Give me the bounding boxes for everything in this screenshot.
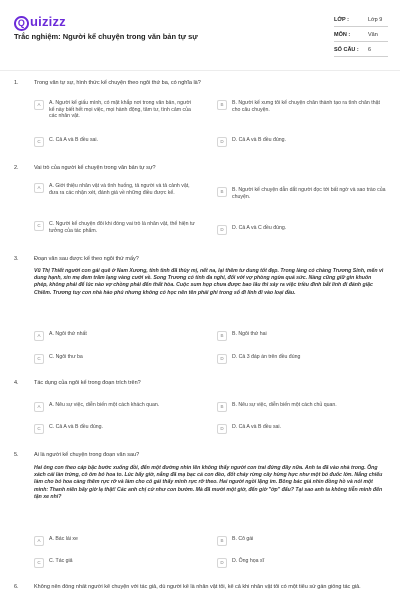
- option-b[interactable]: [217, 187, 387, 200]
- option-letter-box: B: [217, 536, 227, 546]
- option-letter-box: C: [34, 137, 44, 147]
- option-letter-box: D: [217, 424, 227, 434]
- option-letter-box: A: [34, 100, 44, 110]
- option-letter-box: C: [34, 558, 44, 568]
- option-text: D. Cả A và B đều đúng.: [232, 137, 286, 143]
- option-letter-box: B: [217, 100, 227, 110]
- option-text: D. Cả A và C đều đúng.: [232, 225, 287, 231]
- option-letter-box: B: [217, 402, 227, 412]
- option-letter-box: C: [34, 424, 44, 434]
- meta-row-grade: [334, 15, 388, 27]
- option-letter-box: B: [217, 331, 227, 341]
- option-a[interactable]: [34, 183, 196, 196]
- question-number: 5.: [14, 452, 19, 458]
- option-text: A. Người kể giấu mình, có mặt khắp nơi trong văn bản, người kể này biết hết mọi việc, mọi hành động, tâm tư, tình cảm của các nhân vật.: [49, 100, 192, 120]
- option-c[interactable]: [34, 221, 196, 234]
- option-b[interactable]: [217, 536, 387, 546]
- option-text: A. Ngôi thứ nhất: [49, 331, 87, 337]
- logo-text: uizizz: [30, 14, 66, 29]
- option-a[interactable]: [34, 331, 196, 341]
- meta-label: SỐ CÂU :: [334, 47, 359, 53]
- question-number: 2.: [14, 165, 19, 171]
- option-d[interactable]: [217, 225, 387, 235]
- option-d[interactable]: [217, 558, 387, 568]
- question-number: 4.: [14, 380, 19, 386]
- option-text: B. Người kể chuyện dẫn dắt người đọc tới bất ngờ và sao trào của chuyện.: [232, 187, 386, 200]
- question-number: 1.: [14, 80, 19, 86]
- meta-value: 6: [368, 47, 372, 53]
- option-letter-box: A: [34, 183, 44, 193]
- question-1: [14, 80, 388, 160]
- meta-label: MÔN :: [334, 32, 351, 38]
- header-divider: [0, 70, 400, 71]
- option-d[interactable]: [217, 137, 387, 147]
- option-letter-box: A: [34, 536, 44, 546]
- meta-row-subject: [334, 30, 388, 42]
- option-a[interactable]: [34, 536, 196, 546]
- question-4: [14, 380, 388, 440]
- question-text: Ai là người kể chuyện trong đoạn văn sau?: [34, 452, 140, 458]
- meta-value: Văn: [368, 32, 378, 38]
- question-text: Tác dụng của ngôi kể trong đoạn trích trên?: [34, 380, 141, 386]
- option-letter-box: A: [34, 402, 44, 412]
- option-d[interactable]: [217, 424, 387, 434]
- option-c[interactable]: [34, 558, 196, 568]
- option-text: A. Nêu sự việc, diễn biến một cách khách quan.: [49, 402, 160, 408]
- quizizz-logo[interactable]: [14, 14, 66, 31]
- option-letter-box: D: [217, 354, 227, 364]
- meta-value: Lớp 9: [368, 17, 383, 23]
- question-6: [14, 584, 388, 600]
- question-3: [14, 256, 388, 366]
- option-c[interactable]: [34, 137, 196, 147]
- question-text: Đoạn văn sau được kể theo ngôi thứ mấy?: [34, 256, 139, 262]
- option-text: D. Cả 3 đáp án trên đều đúng: [232, 354, 301, 360]
- page-title: Trắc nghiệm: Người kể chuyện trong văn bản tự sự: [14, 32, 198, 41]
- option-text: A. Bác lái xe: [49, 536, 78, 542]
- option-text: C. Tác giả: [49, 558, 73, 564]
- question-2: [14, 165, 388, 245]
- option-letter-box: D: [217, 137, 227, 147]
- option-d[interactable]: [217, 354, 387, 364]
- option-b[interactable]: [217, 402, 387, 412]
- option-text: B. Nêu sự việc, diễn biến một cách chủ quan.: [232, 402, 337, 408]
- option-text: C. Ngôi thư ba: [49, 354, 83, 360]
- meta-label: LỚP :: [334, 17, 349, 23]
- option-b[interactable]: [217, 100, 387, 113]
- option-b[interactable]: [217, 331, 387, 341]
- question-text: Trong văn tự sự, hình thức kể chuyện theo ngôi thứ ba, có nghĩa là?: [34, 80, 201, 86]
- option-text: D. Cả A và B đều sai.: [232, 424, 282, 430]
- option-text: D. Ông họa sĩ: [232, 558, 265, 564]
- option-c[interactable]: [34, 354, 196, 364]
- option-a[interactable]: [34, 402, 196, 412]
- option-letter-box: B: [217, 187, 227, 197]
- meta-info-table: [334, 15, 388, 57]
- meta-row-count: [334, 45, 388, 57]
- logo-q-icon: Q: [14, 16, 29, 31]
- option-text: C. Cả A và B đều đúng.: [49, 424, 103, 430]
- question-5: [14, 452, 388, 572]
- option-text: A. Giới thiệu nhân vật và tình huống, tả người và tả cảnh vật, đưa ra các nhận xét, đánh giá về những điều được kể.: [49, 183, 190, 196]
- option-text: B. Ngôi thứ hai: [232, 331, 267, 337]
- question-text: Không nên đồng nhất người kể chuyện với tác giả, dù người kể là nhân vật tôi, kể cả khi nhân vật tôi có một tiểu sử gần giống tác giả.: [34, 584, 361, 590]
- option-letter-box: C: [34, 354, 44, 364]
- option-c[interactable]: [34, 424, 196, 434]
- option-text: C. Người kể chuyện đôi khi đóng vai trò là nhân vật, thể hiện tư tưởng của tác phẩm.: [49, 221, 195, 234]
- option-letter-box: A: [34, 331, 44, 341]
- option-letter-box: D: [217, 558, 227, 568]
- question-passage: Hai ông con theo cáp bậc bước xuống đồi, đến một đường nhìn lên không thấy người con trai đứng đây nữa. Anh ta đã vào nhà trong. Ông xách cái làn trứng, cô ôm bó hoa to. Lúc bấy giờ, nắng đã mạ bạc cả con đèo, đốt cháy rừng cây hừng hực như một bó đuốc lớn. Nắng chiếu làm cho bó hoa càng thêm rực rỡ và làm cho cô gái thấy mình rực rỡ theo. Hai người ngồi lặng im. Bông bác giả nhìn đồng hồ và nói một mình: Thanh niên bây giờ lạ thật! Các anh chị cứ như con bướm. Mà đã mười một giờ, đến giờ "ớp" đấu? Tại sao anh ta không tiễn mình đến tận xe nhỉ?: [34, 465, 383, 500]
- option-text: B. Cô gái: [232, 536, 254, 542]
- option-a[interactable]: [34, 100, 196, 120]
- question-text: Vai trò của người kể chuyện trong văn bản tự sự?: [34, 165, 156, 171]
- option-letter-box: C: [34, 221, 44, 231]
- question-number: 3.: [14, 256, 19, 262]
- question-passage: Vũ Thị Thiết người con gái quê ở Nam Xương, tính tình đã thùy mị, nết na, lại thêm tư dung tốt đẹp. Trong làng có chàng Trương Sinh, mến vì dung hạnh, xin mẹ đem trăm lạng vàng cưới về. Song Trương có tính đa nghi, đối với vợ phòng ngừa quá sức. Nàng cũng giữ gìn khuôn phép, không phải để lúc nào vợ chồng phải đến thất hòa. Cuộc sum họp chưa được bao lâu thì xảy ra việc triều đình bắt lính đi đánh giặc Chiêm. Trương tuy con nhà hào phú nhưng không có học nên tên phải ghi trong sổ đi lính đi vào loại đầu.: [34, 268, 384, 296]
- option-text: B. Người kể xưng tôi kể chuyện chân thành tạo ra tình chân thật cho câu chuyện.: [232, 100, 380, 113]
- option-letter-box: D: [217, 225, 227, 235]
- option-text: C. Cả A và B đều sai.: [49, 137, 99, 143]
- question-number: 6.: [14, 584, 19, 590]
